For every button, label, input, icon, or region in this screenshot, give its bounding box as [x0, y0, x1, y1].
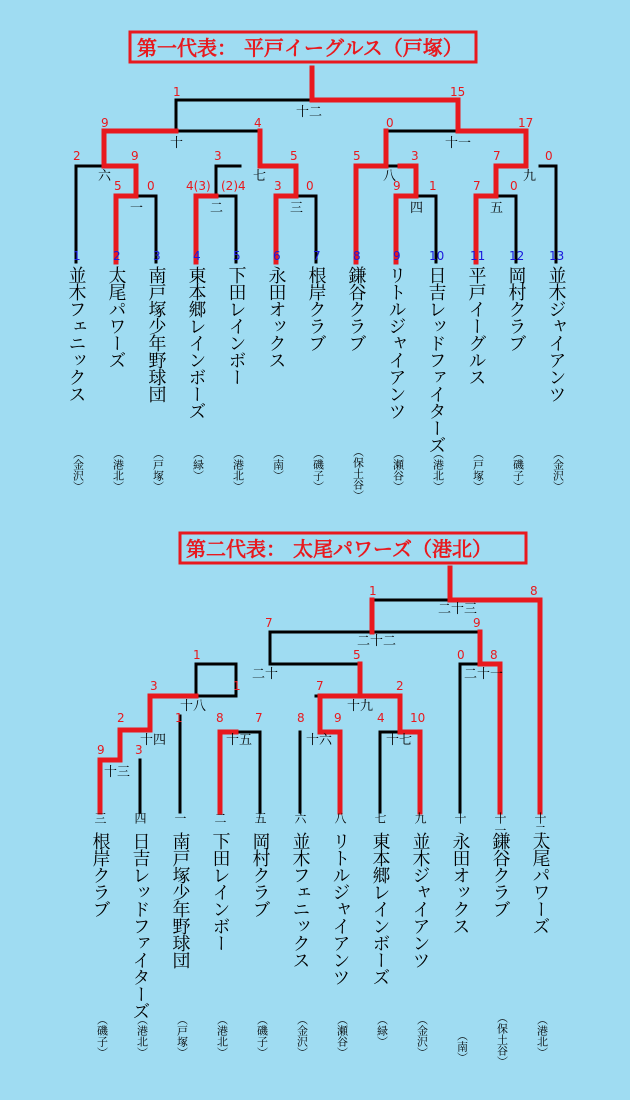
round-label: 十六 — [306, 733, 333, 748]
team-name: 南戸塚少年野球団 — [169, 832, 191, 968]
team-name: 並木ジャイアンツ — [545, 266, 567, 402]
score: 3 — [411, 149, 419, 163]
team-region: （戸塚） — [175, 1014, 189, 1058]
score: 2 — [117, 711, 125, 725]
team-name: 日吉レッドファイターズ — [425, 266, 447, 453]
round-label: 十四 — [140, 733, 167, 748]
team-seed: 三 — [93, 812, 107, 824]
team-name: 根岸クラブ — [305, 266, 327, 351]
score: 0 — [510, 179, 518, 193]
round-label: 十二 — [296, 105, 323, 120]
score: 5 — [353, 648, 361, 662]
team-region: （金沢） — [551, 448, 565, 492]
round-label: 三 — [290, 201, 304, 216]
team-name: 並木フェニックス — [65, 266, 87, 402]
score: 0 — [545, 149, 553, 163]
team-name: 鎌谷クラブ — [345, 266, 367, 351]
score: 5 — [353, 149, 361, 163]
round-label: 十八 — [180, 699, 207, 714]
team-region: （瀬谷） — [391, 448, 405, 492]
team-seed: 12 — [509, 249, 525, 263]
score: 17 — [518, 116, 534, 130]
team-name: 下田レインボー — [209, 832, 231, 951]
score: 0 — [386, 116, 394, 130]
team-seed: 七 — [373, 812, 387, 824]
team-name: 岡村クラブ — [249, 832, 271, 917]
score: 1 — [193, 648, 201, 662]
team-region: （港北） — [111, 448, 125, 492]
score: 9 — [131, 149, 139, 163]
team-region: （戸塚） — [471, 448, 485, 492]
team-seed: 1 — [73, 249, 81, 263]
team-region: （瀬谷） — [335, 1014, 349, 1058]
bracket-1-team-regions — [72, 446, 565, 501]
team-name: 岡村クラブ — [505, 266, 527, 351]
round-label: 四 — [410, 201, 424, 216]
score: 2 — [73, 149, 81, 163]
round-label: 十一 — [445, 136, 472, 151]
team-region: （港北） — [535, 1014, 549, 1058]
team-region: （保土谷） — [351, 446, 365, 501]
score: 5 — [114, 179, 122, 193]
team-name: 東本郷レインボーズ — [369, 832, 391, 985]
team-seed: 十 — [453, 812, 467, 824]
bracket-2-round-labels — [104, 601, 503, 780]
team-seed: 2 — [113, 249, 121, 263]
team-name: 鎌谷クラブ — [489, 832, 511, 917]
team-region: （磯子） — [255, 1014, 269, 1058]
team-region: （港北） — [215, 1014, 229, 1058]
team-seed: 四 — [133, 812, 147, 824]
team-name: 永田オックス — [265, 266, 287, 368]
round-label: 六 — [98, 169, 112, 184]
score: 2 — [396, 679, 404, 693]
score: 10 — [410, 711, 426, 725]
round-label: 七 — [253, 169, 267, 184]
score: 9 — [97, 743, 105, 757]
team-name: 南戸塚少年野球団 — [145, 266, 167, 402]
bracket-1-title: 第一代表： 平戸イーグルス（戸塚） — [137, 36, 463, 60]
team-region: （金沢） — [71, 448, 85, 492]
team-name: リトルジャイアンツ — [385, 266, 407, 419]
score: 1 — [233, 679, 241, 693]
team-region: （南） — [271, 448, 285, 481]
score: 9 — [101, 116, 109, 130]
round-label: 二十一 — [464, 667, 504, 682]
score: 4 — [254, 116, 262, 130]
team-name: 並木ジャイアンツ — [409, 832, 431, 968]
score: 4 — [377, 711, 385, 725]
team-name: 日吉レッドファイターズ — [129, 832, 151, 1019]
score: 4(3) — [186, 179, 211, 193]
team-region: （港北） — [431, 448, 445, 492]
team-region: （磯子） — [95, 1014, 109, 1058]
round-label: 二十 — [252, 667, 279, 682]
round-label: 二十三 — [438, 602, 478, 617]
team-seed: 9 — [393, 249, 401, 263]
round-label: 八 — [383, 169, 397, 184]
score: (2)4 — [221, 179, 246, 193]
team-region: （緑） — [191, 448, 205, 481]
round-label: 十 — [170, 136, 184, 151]
bracket-2-team-regions — [96, 1012, 549, 1067]
team-name: 平戸イーグルス — [465, 266, 487, 385]
round-label: 一 — [130, 201, 144, 216]
team-seed: 11 — [470, 249, 486, 263]
score: 9 — [334, 711, 342, 725]
team-name: 根岸クラブ — [89, 832, 111, 917]
team-name: 東本郷レインボーズ — [185, 266, 207, 419]
team-seed: 4 — [193, 249, 201, 263]
score: 3 — [274, 179, 282, 193]
score: 8 — [530, 584, 538, 598]
score: 1 — [369, 584, 377, 598]
team-seed: 13 — [549, 249, 565, 263]
score: 3 — [135, 743, 143, 757]
team-region: （港北） — [231, 448, 245, 492]
bracket-2-title: 第二代表： 太尾パワーズ（港北） — [186, 537, 492, 561]
team-seed: 6 — [273, 249, 281, 263]
score: 0 — [306, 179, 314, 193]
team-name: リトルジャイアンツ — [329, 832, 351, 985]
team-seed: 二 — [213, 812, 227, 824]
score: 8 — [297, 711, 305, 725]
team-seed: 九 — [413, 812, 427, 824]
team-seed: 六 — [293, 812, 307, 824]
team-region: （金沢） — [415, 1014, 429, 1058]
score: 8 — [216, 711, 224, 725]
score: 7 — [493, 149, 501, 163]
team-seed: 7 — [313, 249, 321, 263]
round-label: 五 — [490, 201, 504, 216]
team-seed: 8 — [353, 249, 361, 263]
score: 7 — [473, 179, 481, 193]
score: 8 — [490, 648, 498, 662]
team-region: （戸塚） — [151, 448, 165, 492]
score: 15 — [450, 85, 466, 99]
team-seed: 一 — [173, 812, 187, 824]
team-name: 下田レインボー — [225, 266, 247, 385]
round-label: 十九 — [347, 699, 374, 714]
score: 7 — [265, 616, 273, 630]
score: 1 — [173, 85, 181, 99]
score: 7 — [316, 679, 324, 693]
team-seed: 八 — [333, 812, 347, 824]
score: 0 — [147, 179, 155, 193]
team-region: （港北） — [135, 1014, 149, 1058]
team-region: （磯子） — [311, 448, 325, 492]
bracket-1 — [66, 32, 567, 501]
bracket-1-seeds — [73, 249, 564, 263]
score: 9 — [473, 616, 481, 630]
bracket-1-team-names — [66, 265, 567, 453]
round-label: 二 — [210, 201, 224, 216]
team-seed: 五 — [253, 812, 267, 824]
score: 1 — [429, 179, 437, 193]
team-name: 永田オックス — [449, 832, 471, 934]
team-seed: 5 — [233, 249, 241, 263]
team-seed: 10 — [429, 249, 445, 263]
team-seed: 3 — [153, 249, 161, 263]
team-name: 太尾パワーズ — [105, 266, 127, 368]
score: 1 — [175, 711, 183, 725]
team-region: （金沢） — [295, 1014, 309, 1058]
bracket-2 — [90, 533, 551, 1067]
score: 9 — [393, 179, 401, 193]
round-label: 二十二 — [357, 634, 397, 649]
round-label: 九 — [523, 169, 537, 184]
team-region: （南） — [455, 1030, 469, 1063]
bracket-2-seeds — [93, 811, 547, 836]
team-name: 太尾パワーズ — [529, 832, 551, 934]
round-label: 十五 — [226, 733, 253, 748]
bracket-2-team-names — [90, 831, 551, 1019]
score: 3 — [214, 149, 222, 163]
score: 0 — [457, 648, 465, 662]
team-seed: 十二 — [533, 812, 547, 836]
score: 7 — [255, 711, 263, 725]
team-region: （磯子） — [511, 448, 525, 492]
score: 3 — [150, 679, 158, 693]
team-seed: 十一 — [493, 812, 507, 836]
score: 5 — [290, 149, 298, 163]
team-name: 並木フェニックス — [289, 832, 311, 968]
round-label: 十七 — [386, 733, 413, 748]
round-label: 十三 — [104, 765, 131, 780]
team-region: （保土谷） — [495, 1012, 509, 1067]
team-region: （緑） — [375, 1014, 389, 1047]
